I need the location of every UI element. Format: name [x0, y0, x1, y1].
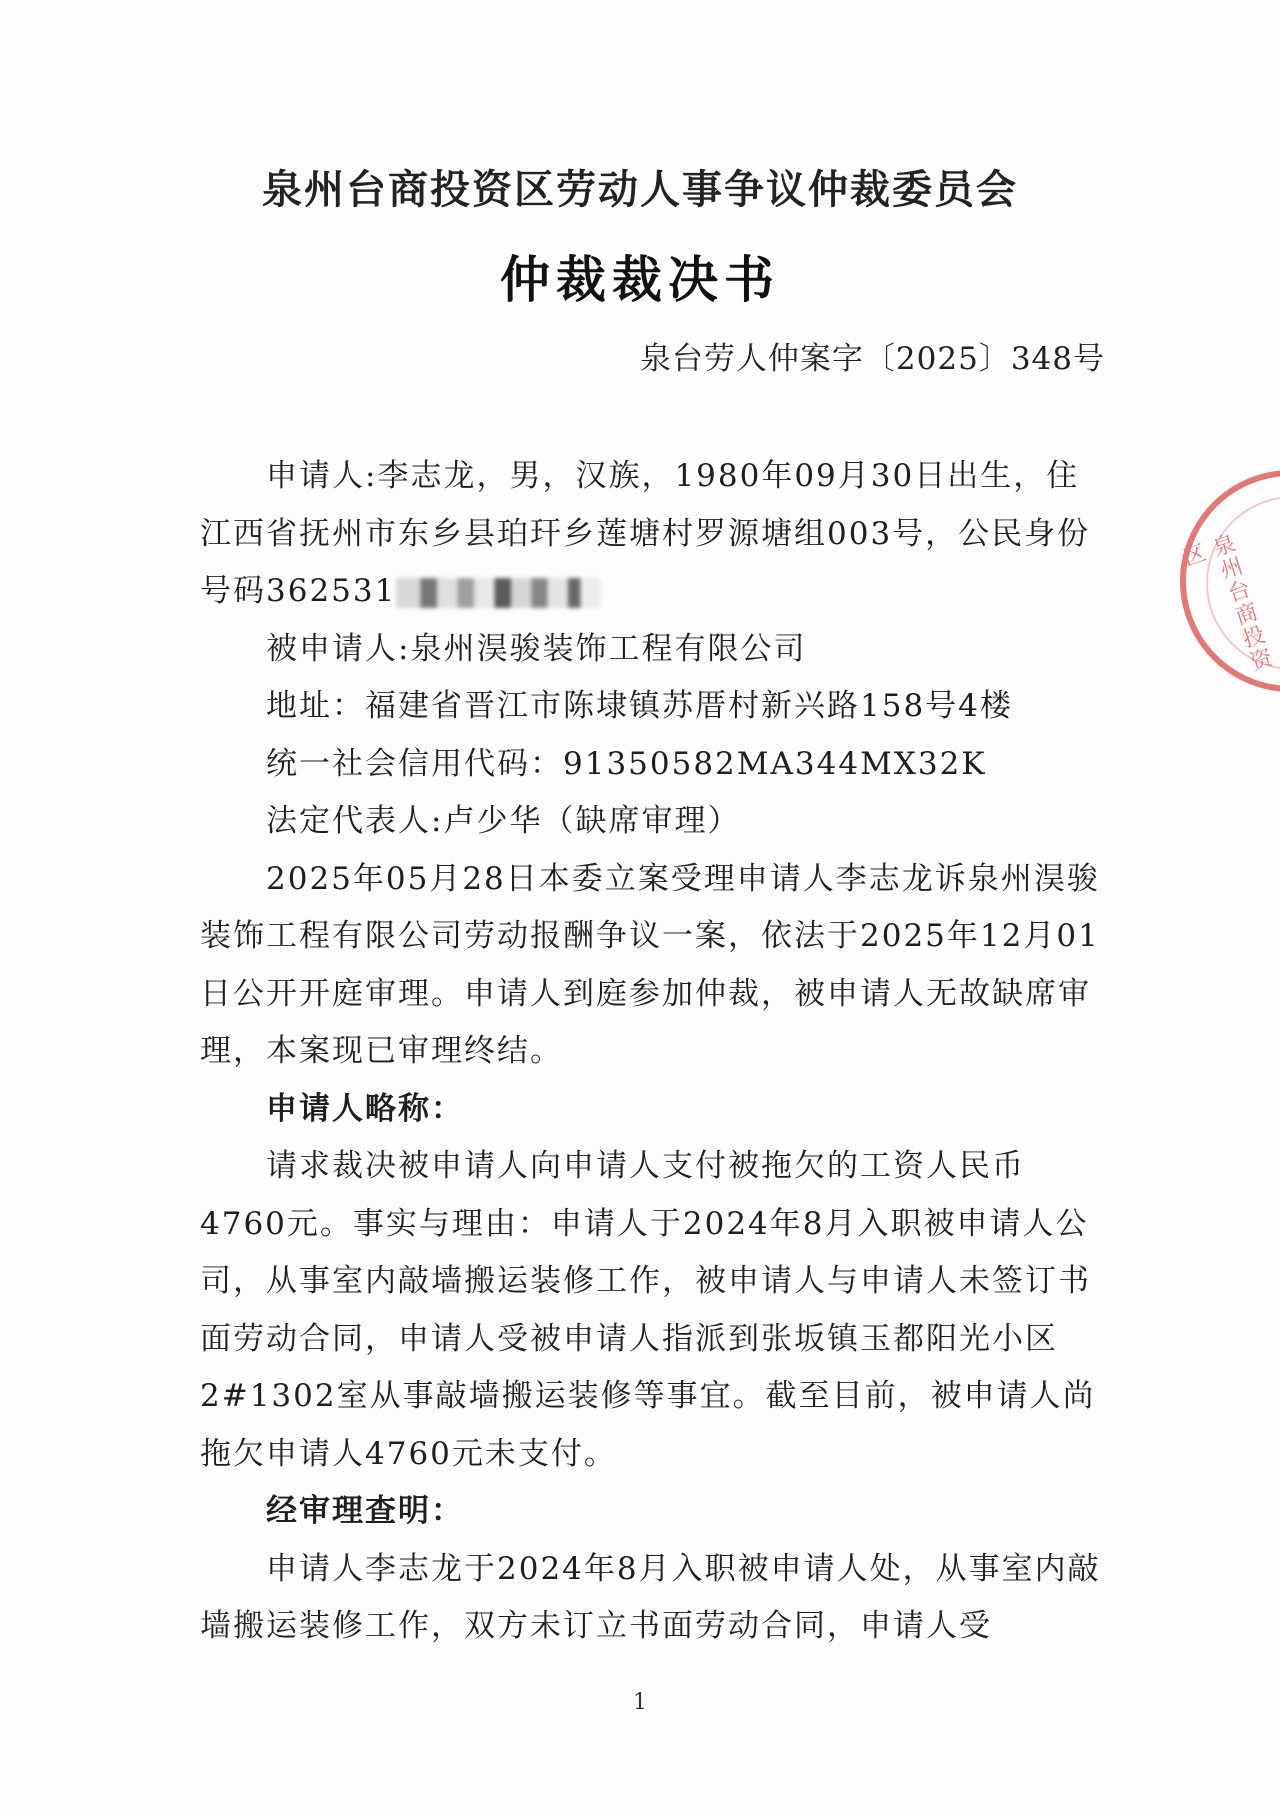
organization-title: 泉州台商投资区劳动人事争议仲裁委员会	[262, 167, 1018, 213]
case-number: 泉台劳人仲案字〔2025〕348号	[639, 341, 1105, 377]
respondent-address: 地址：福建省晋江市陈埭镇苏厝村新兴路158号4楼	[266, 688, 1013, 724]
findings-text: 申请人李志龙于2024年8月入职被申请人处，从事室内敲墙搬运装修工作，双方未订立书面劳动合同，申请人受	[200, 1550, 1101, 1644]
applicant-info	[200, 448, 1105, 621]
claims-text: 请求裁决被申请人向申请人支付被拖欠的工资人民币4760元。事实与理由：申请人于2024年8月入职被申请人公司，从事室内敲墙搬运装修工作，被申请人与申请人未签订书面劳动合同，申请人受被申请人指派到张坂镇玉都阳光小区2#1302室从事敲墙搬运装修等事宜。截至目前，被申请人尚拖欠申请人4760元未支付。	[200, 1148, 1096, 1472]
document-body	[200, 448, 1105, 1656]
document-title: 仲裁裁决书	[500, 251, 780, 309]
page-number: 1	[633, 1690, 647, 1715]
redacted-id-number	[396, 578, 601, 608]
applicant-text: 申请人:李志龙，男，汉族，1980年09月30日出生，住江西省抚州市东乡县珀玕乡莲塘村罗源塘组003号，公民身份号码362531	[200, 458, 1091, 609]
findings-heading: 经审理查明：	[266, 1493, 464, 1529]
credit-code: 统一社会信用代码：91350582MA344MX32K	[266, 745, 987, 782]
seal-text: 泉州台商投资区	[1177, 531, 1275, 676]
claims-heading: 申请人略称：	[266, 1090, 464, 1127]
respondent-info: 被申请人:泉州淏骏装饰工程有限公司	[266, 630, 807, 667]
case-intro: 2025年05月28日本委立案受理申请人李志龙诉泉州淏骏装饰工程有限公司劳动报酬争议一案，依法于2025年12月01日公开开庭审理。申请人到庭参加仲裁，被申请人无故缺席审理，本案现已审理终结。	[200, 860, 1100, 1069]
legal-representative: 法定代表人:卢少华（缺席审理）	[266, 803, 741, 839]
official-seal-icon	[1177, 470, 1280, 692]
